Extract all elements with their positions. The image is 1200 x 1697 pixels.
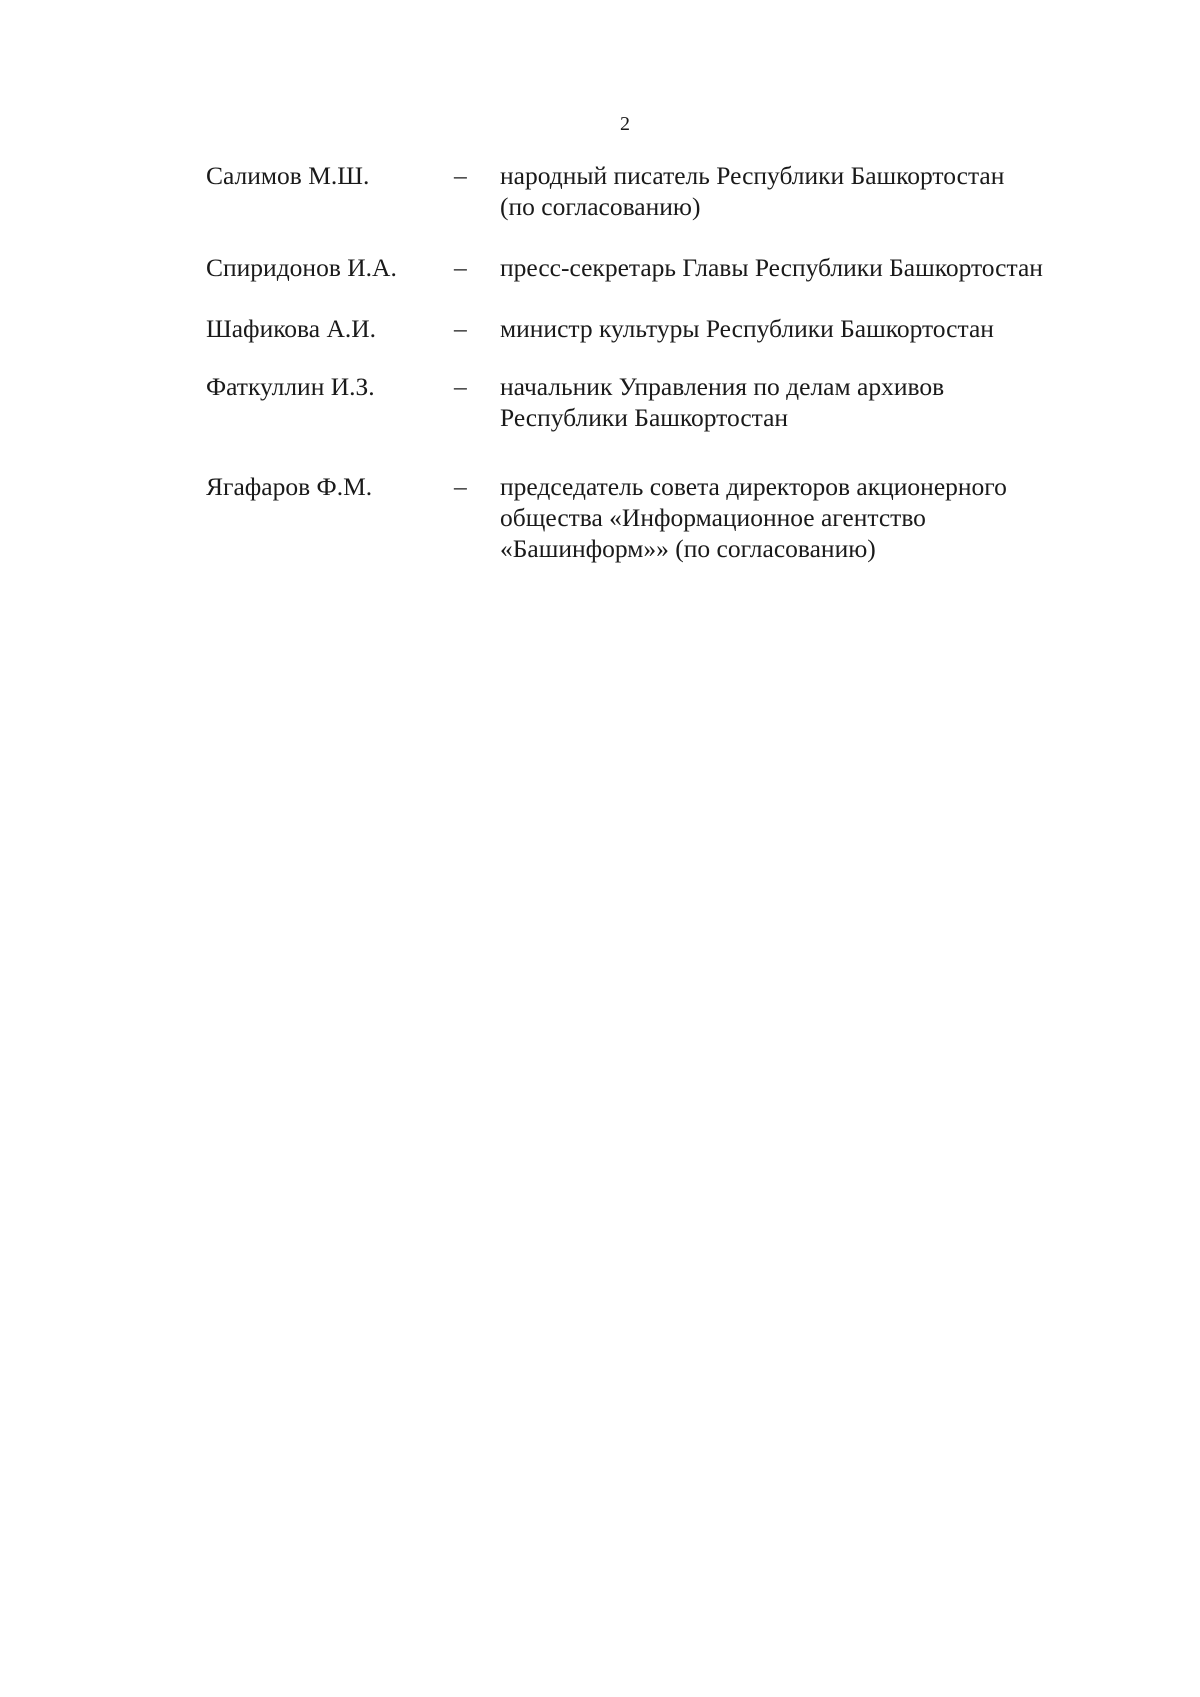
member-name: Шафикова А.И. bbox=[206, 314, 377, 343]
member-role: министр культуры Республики Башкортостан bbox=[500, 314, 994, 343]
member-role: председатель совета директоров акционерного общества «Информационное агентство «Башинформ»» (по согласованию) bbox=[500, 472, 1007, 563]
member-name: Салимов М.Ш. bbox=[206, 161, 370, 190]
member-name: Спиридонов И.А. bbox=[206, 253, 397, 282]
member-row bbox=[206, 252, 1136, 283]
member-dash: – bbox=[454, 161, 467, 190]
member-row bbox=[206, 313, 1136, 344]
member-name: Фаткуллин И.З. bbox=[206, 372, 375, 401]
member-dash: – bbox=[454, 472, 467, 501]
member-row bbox=[206, 471, 1136, 564]
member-list bbox=[206, 160, 1136, 564]
member-role: пресс-секретарь Главы Республики Башкортостан bbox=[500, 253, 1043, 282]
member-name: Ягафаров Ф.М. bbox=[206, 472, 373, 501]
member-row bbox=[206, 160, 1136, 222]
page-number: 2 bbox=[620, 113, 630, 135]
member-role: начальник Управления по делам архивов Республики Башкортостан bbox=[500, 372, 945, 432]
member-row bbox=[206, 371, 1136, 433]
member-role: народный писатель Республики Башкортостан (по согласованию) bbox=[500, 161, 1005, 221]
member-dash: – bbox=[454, 372, 467, 401]
member-dash: – bbox=[454, 314, 467, 343]
member-dash: – bbox=[454, 253, 467, 282]
